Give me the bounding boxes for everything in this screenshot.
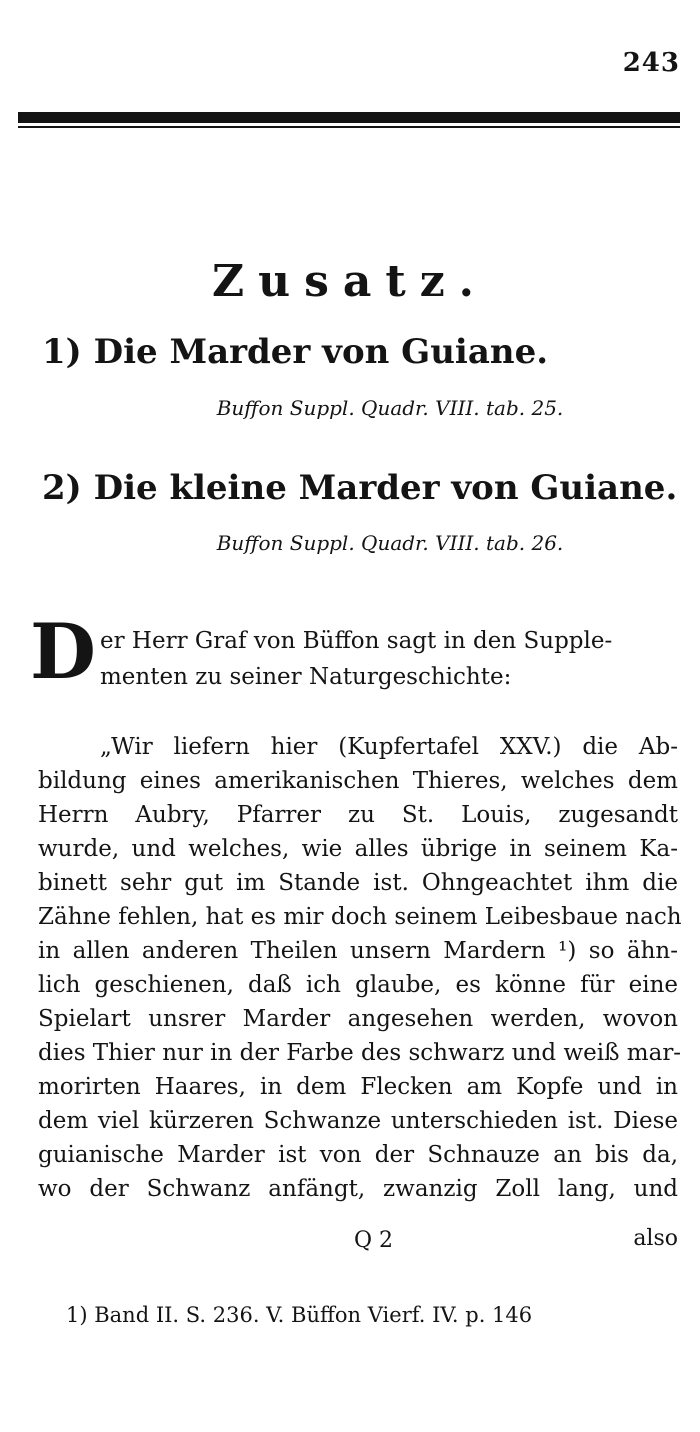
header-rule [18, 112, 680, 123]
catchword: also [633, 1226, 678, 1251]
body-line: Spielart unsrer Marder angesehen werden, wovon [38, 1006, 678, 1032]
subtitle-kleine-marder: 2) Die kleine Marder von Guiane. [42, 468, 678, 508]
body-line: Zähne fehlen, hat es mir doch seinem Leibesbaue nach [38, 904, 682, 930]
body-line: dies Thier nur in der Farbe des schwarz und weiß mar- [38, 1040, 682, 1066]
body-line: Herrn Aubry, Pfarrer zu St. Louis, zugesandt [38, 802, 678, 828]
signature-mark: Q 2 [354, 1228, 394, 1253]
header-rule-thin [18, 126, 680, 128]
reference-plate-25: Buffon Suppl. Quadr. VIII. tab. 25. [216, 396, 564, 420]
intro-line: er Herr Graf von Büffon sagt in den Supple- [100, 628, 613, 654]
body-line: morirten Haares, in dem Flecken am Kopfe und in [38, 1074, 678, 1100]
body-line: bildung eines amerikanischen Thieres, welches dem [38, 768, 678, 794]
body-line: dem viel kürzeren Schwanze unterschieden ist. Diese [38, 1108, 678, 1134]
section-heading: Zusatz. [211, 256, 489, 307]
page-number: 243 [622, 48, 680, 78]
body-line: guianische Marder ist von der Schnauze an bis da, [38, 1142, 678, 1168]
body-line: wo der Schwanz anfängt, zwanzig Zoll lang, und [38, 1176, 678, 1202]
drop-cap: D [30, 607, 96, 696]
subtitle-marder: 1) Die Marder von Guiane. [42, 332, 549, 372]
body-line: in allen anderen Theilen unsern Mardern ¹) so ähn- [38, 938, 678, 964]
intro-line: menten zu seiner Naturgeschichte: [100, 664, 512, 690]
body-line: binett sehr gut im Stande ist. Ohngeachtet ihm die [38, 870, 678, 896]
body-line: „Wir liefern hier (Kupfertafel XXV.) die Ab- [100, 734, 678, 760]
reference-plate-26: Buffon Suppl. Quadr. VIII. tab. 26. [216, 531, 564, 555]
body-line: lich geschienen, daß ich glaube, es könne für eine [38, 972, 678, 998]
body-line: wurde, und welches, wie alles übrige in seinem Ka- [38, 836, 678, 862]
footnote: 1) Band II. S. 236. V. Büffon Vierf. IV. p. 146 [66, 1303, 533, 1327]
